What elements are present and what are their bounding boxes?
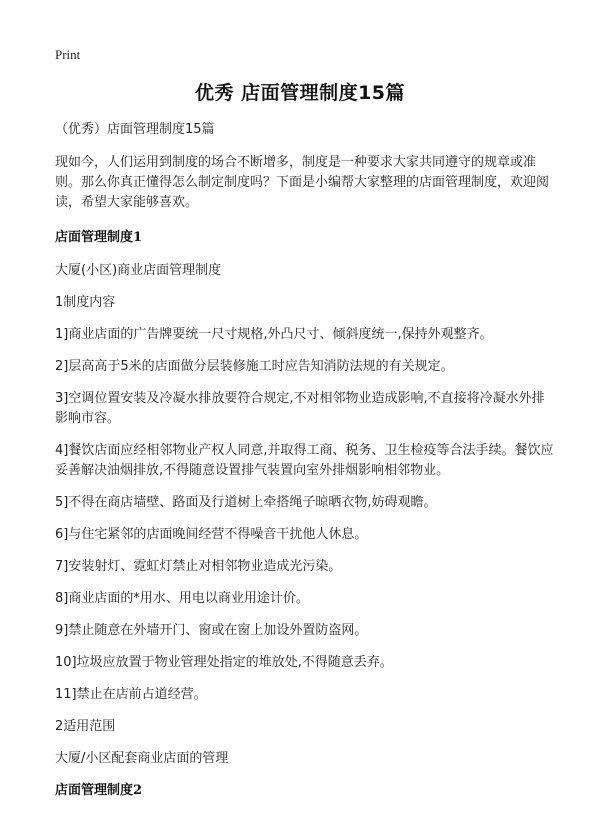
section1-paragraph: 3]空调位置安装及冷凝水排放要符合规定,不对相邻物业造成影响,不直接将冷凝水外排影响市容。 [55, 391, 545, 426]
section1-paragraph: 2适用范围 [55, 719, 116, 734]
section1-paragraph: 1制度内容 [55, 295, 116, 310]
section1-paragraph: 11]禁止在店前占道经营。 [55, 687, 207, 702]
document-title: 优秀 店面管理制度15篇 [194, 82, 406, 104]
section1-paragraph: 2]层高高于5米的店面做分层装修施工时应告知消防法规的有关规定。 [55, 359, 454, 374]
section1-paragraph: 10]垃圾应放置于物业管理处指定的堆放处,不得随意丢弃。 [55, 655, 393, 670]
section1-paragraph: 9]禁止随意在外墙开门、窗或在窗上加设外置防盗网。 [55, 623, 368, 638]
section1-paragraph: 8]商业店面的*用水、用电以商业用途计价。 [55, 591, 309, 606]
section1-paragraph: 4]餐饮店面应经相邻物业产权人同意,并取得工商、税务、卫生检疫等合法手续。餐饮应妥善解决油烟排放,不得随意设置排气装置向室外排烟影响相邻物业。 [55, 443, 554, 478]
section1-paragraph: 大厦/小区配套商业店面的管理 [55, 751, 229, 766]
document-body [55, 120, 556, 814]
section-heading-2: 店面管理制度2 [55, 783, 143, 798]
section1-paragraph: 大厦(小区)商业店面管理制度 [55, 263, 222, 278]
print-link[interactable]: Print [55, 47, 81, 62]
document-subtitle: （优秀）店面管理制度15篇 [55, 122, 215, 137]
section1-paragraph: 7]安装射灯、霓虹灯禁止对相邻物业造成光污染。 [55, 559, 342, 574]
section1-paragraph: 1]商业店面的广告牌要统一尺寸规格,外凸尺寸、倾斜度统一,保持外观整齐。 [55, 327, 493, 342]
section1-paragraph: 5]不得在商店墙壁、路面及行道树上牵搭绳子晾晒衣物,妨碍观瞻。 [55, 495, 437, 510]
section-heading-1: 店面管理制度1 [55, 230, 143, 245]
intro-paragraph: 现如今，人们运用到制度的场合不断增多，制度是一种要求大家共同遵守的规章或准则。那么你真正懂得怎么制定制度吗？下面是小编帮大家整理的店面管理制度，欢迎阅读，希望大家能够喜欢。 [55, 155, 550, 210]
section1-paragraph: 6]与住宅紧邻的店面晚间经营不得噪音干扰他人休息。 [55, 527, 368, 542]
